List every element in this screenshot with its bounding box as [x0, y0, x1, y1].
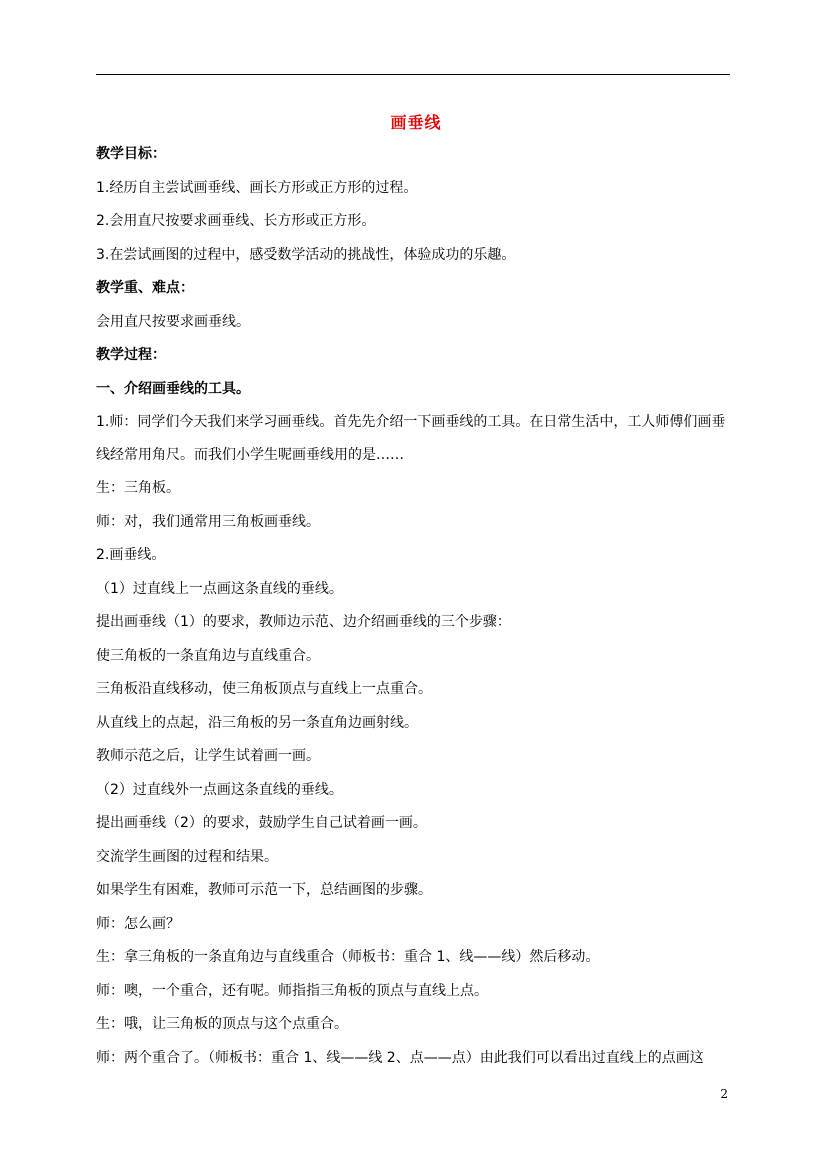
page-number: 2: [720, 1087, 728, 1101]
paragraph-line: 生：哦，让三角板的顶点与这个点重合。: [96, 1016, 348, 1032]
paragraph-line: 从直线上的点起，沿三角板的另一条直角边画射线。: [96, 714, 418, 731]
section-heading: 教学目标：: [96, 146, 166, 162]
paragraph-line: 1.经历自主尝试画垂线、画长方形或正方形的过程。: [96, 179, 418, 196]
paragraph-list: [96, 144, 736, 1069]
paragraph-line: 三角板沿直线移动，使三角板顶点与直线上一点重合。: [96, 681, 432, 697]
document-body: [96, 110, 736, 1081]
paragraph-line: 生：三角板。: [96, 480, 180, 496]
paragraph-line: 生：拿三角板的一条直角边与直线重合（师板书：重合 1、线——线）然后移动。: [96, 949, 600, 965]
paragraph-line: 师：两个重合了。（师板书：重合 1、线——线 2、点——点）由此我们可以看出过直线上的点画这: [96, 1049, 704, 1066]
paragraph-line: 2.会用直尺按要求画垂线、长方形或正方形。: [96, 213, 376, 229]
paragraph-line: 如果学生有困难，教师可示范一下，总结画图的步骤。: [96, 882, 432, 898]
paragraph-line: （2）过直线外一点画这条直线的垂线。: [96, 781, 343, 798]
section-heading: 教学过程：: [96, 347, 166, 363]
paragraph-line: 提出画垂线（2）的要求，鼓励学生自己试着画一画。: [96, 815, 427, 831]
paragraph-line: 教师示范之后，让学生试着画一画。: [96, 748, 320, 764]
section-heading: 一、介绍画垂线的工具。: [96, 380, 250, 397]
document-title: 画垂线: [390, 113, 442, 132]
paragraph-line: 3.在尝试画图的过程中，感受数学活动的挑战性，体验成功的乐趣。: [96, 246, 516, 263]
paragraph-line: 师：怎么画？: [96, 915, 180, 932]
paragraph-line: 师：对，我们通常用三角板画垂线。: [96, 513, 320, 530]
paragraph-line: 提出画垂线（1）的要求，教师边示范、边介绍画垂线的三个步骤：: [96, 614, 511, 630]
paragraph-line: 师：噢，一个重合，还有呢。师指指三角板的顶点与直线上点。: [96, 982, 488, 999]
paragraph-line: 1.师：同学们今天我们来学习画垂线。首先先介绍一下画垂线的工具。在日常生活中，工人师傅们画垂线经常用角尺。而我们小学生呢画垂线用的是……: [96, 414, 726, 463]
paragraph-line: 使三角板的一条直角边与直线重合。: [96, 647, 320, 664]
section-heading: 教学重、难点：: [96, 280, 194, 296]
paragraph-line: 会用直尺按要求画垂线。: [96, 313, 250, 330]
paragraph-line: 2.画垂线。: [96, 547, 166, 563]
header-rule: [96, 74, 730, 75]
paragraph-line: 交流学生画图的过程和结果。: [96, 848, 278, 865]
paragraph-line: （1）过直线上一点画这条直线的垂线。: [96, 580, 343, 597]
